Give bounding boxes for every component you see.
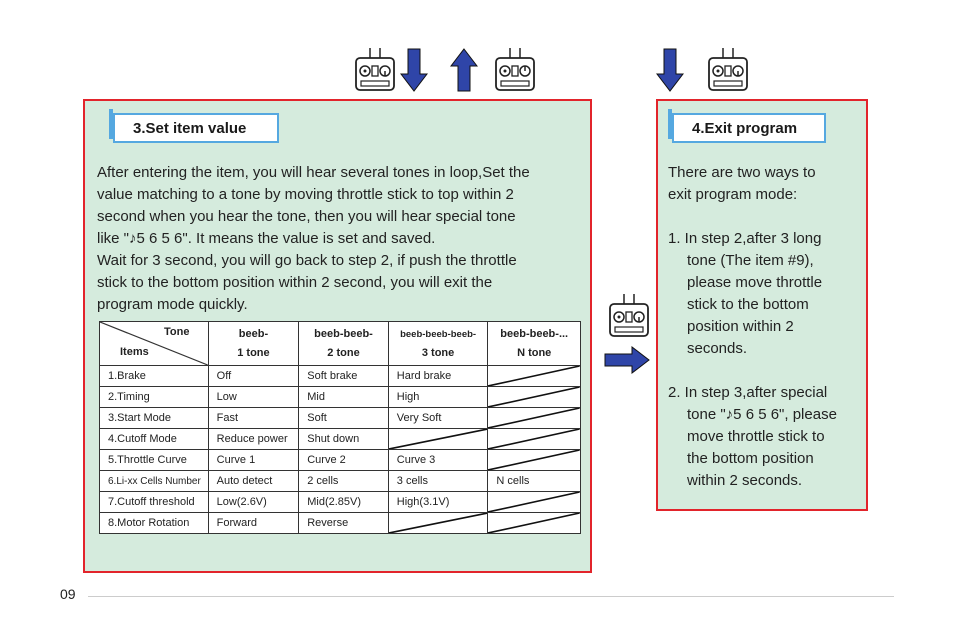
value-cell: Reduce power — [208, 429, 299, 450]
value-cell: 3 cells — [388, 471, 488, 492]
header-col-1 — [208, 322, 299, 366]
exit-program-title-text: 4.Exit program — [692, 120, 798, 137]
value-cell: Fast — [208, 408, 299, 429]
transmitter-icon — [608, 292, 650, 338]
empty-cell — [488, 450, 581, 471]
cell-diagonal — [389, 513, 488, 533]
item-cell: 6.Li-xx Cells Number — [100, 471, 209, 492]
item-cell: 7.Cutoff threshold — [100, 492, 209, 513]
intro-line: exit program mode: — [668, 186, 798, 203]
item-cell: 5.Throttle Curve — [100, 450, 209, 471]
method-1-line: seconds. — [687, 340, 748, 357]
set-item-paragraph — [97, 162, 589, 316]
table-header-row — [100, 322, 581, 366]
method-2-line: tone "♪5 6 5 6", please — [687, 406, 837, 423]
value-cell: Hard brake — [388, 366, 488, 387]
value-cell: High — [388, 387, 488, 408]
item-cell: 2.Timing — [100, 387, 209, 408]
table-row — [100, 513, 581, 534]
header-diagonal — [100, 322, 208, 365]
exit-program-text — [668, 162, 868, 492]
item-cell: 4.Cutoff Mode — [100, 429, 209, 450]
empty-cell — [488, 492, 581, 513]
cell-diagonal — [488, 492, 580, 512]
method-2-line: move throttle stick to — [687, 428, 825, 445]
table-row — [100, 471, 581, 492]
cell-diagonal — [488, 408, 580, 428]
value-cell: Curve 2 — [299, 450, 389, 471]
value-cell: Auto detect — [208, 471, 299, 492]
value-cell: Very Soft — [388, 408, 488, 429]
header-tone-label: Tone — [164, 326, 190, 338]
value-cell: Soft brake — [299, 366, 389, 387]
set-item-panel — [83, 99, 592, 573]
paragraph-line: stick to the bottom position within 2 second, you will exit the — [97, 274, 493, 291]
paragraph-line: value matching to a tone by moving throttle stick to top within 2 — [97, 186, 514, 203]
cell-diagonal — [488, 429, 580, 449]
cell-diagonal — [389, 429, 488, 449]
exit-program-panel — [656, 99, 868, 511]
empty-cell — [488, 513, 581, 534]
header-col-top: beeb-beeb- — [314, 327, 373, 340]
header-col-bottom: 2 tone — [327, 346, 360, 359]
table-row — [100, 366, 581, 387]
paragraph-line: program mode quickly. — [97, 296, 248, 313]
method-1-line: please move throttle — [687, 274, 823, 291]
arrow-up-icon — [450, 48, 478, 92]
table-row — [100, 429, 581, 450]
header-col-bottom: 3 tone — [421, 346, 455, 359]
table-row — [100, 492, 581, 513]
arrow-down-icon — [656, 48, 684, 92]
method-2-line: within 2 seconds. — [687, 472, 803, 489]
method-2-line: the bottom position — [687, 450, 814, 467]
empty-cell — [488, 366, 581, 387]
empty-cell — [488, 408, 581, 429]
table-row — [100, 387, 581, 408]
item-cell: 8.Motor Rotation — [100, 513, 209, 534]
value-cell: Mid(2.85V) — [299, 492, 389, 513]
value-table — [99, 321, 581, 534]
item-cell: 1.Brake — [100, 366, 209, 387]
value-cell: Shut down — [299, 429, 389, 450]
value-cell: High(3.1V) — [388, 492, 488, 513]
header-col-bottom: 1 tone — [237, 346, 270, 359]
empty-cell — [388, 513, 488, 534]
paragraph-line: After entering the item, you will hear several tones in loop,Set the — [97, 164, 530, 181]
value-cell: 2 cells — [299, 471, 389, 492]
value-cell: Low(2.6V) — [208, 492, 299, 513]
value-cell: Curve 1 — [208, 450, 299, 471]
method-1-line: stick to the bottom — [687, 296, 809, 313]
paragraph-line: like "♪5 6 5 6". It means the value is set and saved. — [97, 230, 436, 247]
item-cell: 3.Start Mode — [100, 408, 209, 429]
header-col-top: beeb-beeb-... — [500, 327, 569, 340]
footer-divider — [88, 596, 894, 597]
empty-cell — [388, 429, 488, 450]
header-col-top: beeb-beeb-beeb- — [400, 328, 477, 340]
header-corner-cell — [100, 322, 209, 366]
table-row — [100, 408, 581, 429]
cell-diagonal — [488, 366, 580, 386]
cell-diagonal — [488, 450, 580, 470]
value-cell: Low — [208, 387, 299, 408]
value-cell: N cells — [488, 471, 581, 492]
exit-program-title — [672, 113, 826, 143]
arrow-right-icon — [604, 346, 650, 374]
intro-line: There are two ways to — [668, 164, 816, 181]
cell-diagonal — [488, 513, 580, 533]
value-cell: Reverse — [299, 513, 389, 534]
value-cell: Mid — [299, 387, 389, 408]
page-number: 09 — [60, 586, 76, 602]
method-1-line: tone (The item #9), — [687, 252, 814, 269]
value-cell: Curve 3 — [388, 450, 488, 471]
method-2-line: 2. In step 3,after special — [668, 384, 828, 401]
transmitter-icon — [707, 46, 749, 92]
cell-diagonal — [488, 387, 580, 407]
transmitter-icon — [354, 46, 396, 92]
value-cell: Off — [208, 366, 299, 387]
header-col-bottom: N tone — [517, 346, 552, 359]
set-item-title — [113, 113, 279, 143]
header-col-2 — [299, 322, 389, 366]
set-item-title-text: 3.Set item value — [133, 120, 247, 137]
header-col-top: beeb- — [238, 327, 269, 340]
header-col-4 — [488, 322, 581, 366]
method-1-line: 1. In step 2,after 3 long — [668, 230, 822, 247]
table-row — [100, 450, 581, 471]
paragraph-line: second when you hear the tone, then you will hear special tone — [97, 208, 516, 225]
empty-cell — [488, 429, 581, 450]
empty-cell — [488, 387, 581, 408]
value-cell: Forward — [208, 513, 299, 534]
header-items-label: Items — [120, 346, 149, 358]
value-cell: Soft — [299, 408, 389, 429]
header-col-3 — [388, 322, 488, 366]
arrow-down-icon — [400, 48, 428, 92]
transmitter-icon — [494, 46, 536, 92]
paragraph-line: Wait for 3 second, you will go back to step 2, if push the throttle — [97, 252, 517, 269]
method-1-line: position within 2 — [687, 318, 794, 335]
